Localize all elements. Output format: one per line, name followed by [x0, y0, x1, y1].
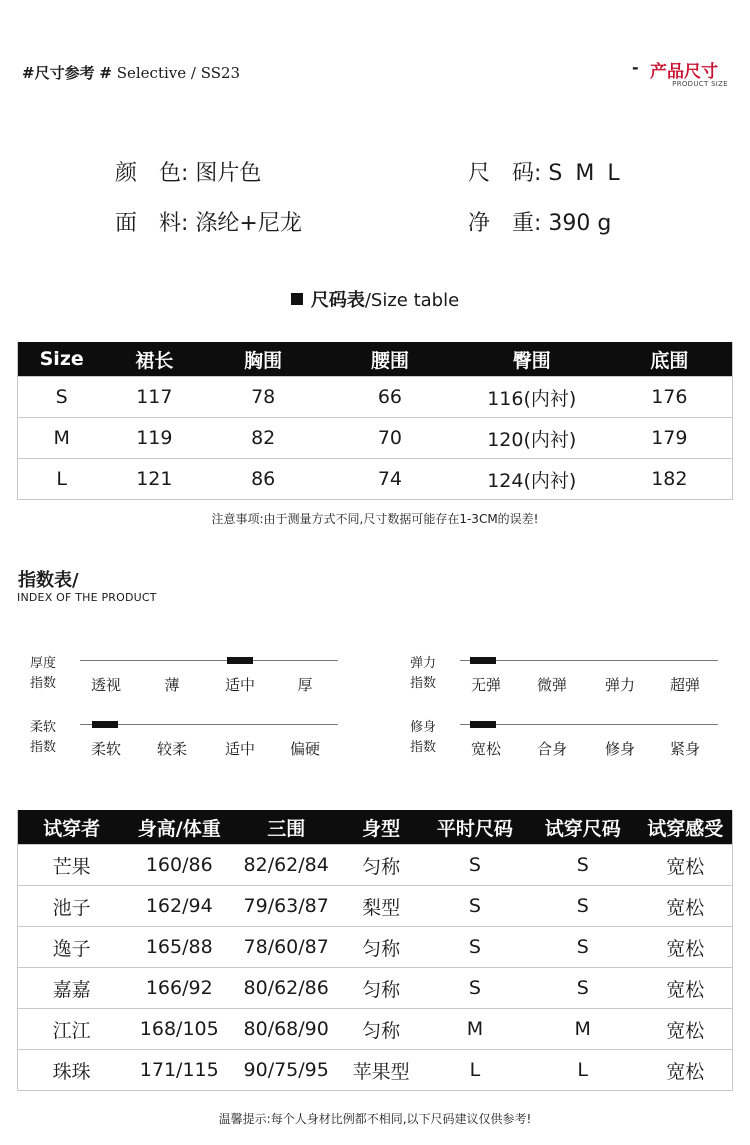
- table-cell: 116(内衬): [457, 377, 607, 418]
- table-cell: 嘉嘉: [18, 968, 126, 1009]
- table-cell: 逸子: [18, 927, 126, 968]
- header-cell: 身高/体重: [125, 810, 233, 845]
- header-cell: 三围: [233, 810, 339, 845]
- gauge-track: [460, 724, 718, 725]
- spec-fabric-label: 面 料:: [115, 211, 189, 236]
- table-cell: 82: [203, 418, 323, 459]
- gauge-thickness: [30, 654, 56, 694]
- gauge-label-line1: 厚度: [30, 656, 57, 671]
- spec-weight-label: 净 重:: [468, 211, 542, 236]
- table-row: [18, 459, 733, 500]
- gauge-option: 适中: [224, 676, 255, 694]
- header-cell: 平时尺码: [423, 810, 527, 845]
- size-reference-label: 尺寸参考: [34, 64, 95, 82]
- gauge-option: 合身: [536, 740, 567, 758]
- table-cell: 179: [607, 418, 733, 459]
- table-cell: 66: [323, 377, 457, 418]
- table-cell: 120(内衬): [457, 418, 607, 459]
- size-table-note: 注意事项:由于测量方式不同,尺寸数据可能存在1-3CM的误差!: [211, 512, 539, 526]
- table-cell: S: [527, 927, 639, 968]
- table-cell: 79/63/87: [233, 886, 339, 927]
- product-size-dash: -: [632, 58, 639, 77]
- gauge-fit: [410, 718, 436, 758]
- table-cell: L: [18, 459, 106, 500]
- gauge-option: 较柔: [156, 740, 187, 758]
- header-cell: 腰围: [323, 342, 457, 377]
- hash-mark: #: [99, 64, 112, 82]
- table-cell: 宽松: [639, 845, 733, 886]
- gauge-track: [460, 660, 718, 661]
- table-cell: 80/62/86: [233, 968, 339, 1009]
- table-cell: S: [423, 927, 527, 968]
- gauge-option: 薄: [164, 676, 180, 694]
- size-table-header-row: [18, 342, 733, 377]
- gauge-option: 弹力: [604, 676, 635, 694]
- table-cell: S: [423, 845, 527, 886]
- table-cell: 168/105: [125, 1009, 233, 1050]
- index-subtitle: INDEX OF THE PRODUCT: [17, 591, 157, 604]
- gauge-softness: [30, 718, 56, 758]
- gauge-option: 厚: [297, 676, 313, 694]
- header-cell: 试穿尺码: [527, 810, 639, 845]
- gauge-option: 修身: [604, 740, 635, 758]
- spec-weight-value: 390 g: [548, 211, 612, 236]
- table-cell: 82/62/84: [233, 845, 339, 886]
- spec-fabric-value: 涤纶+尼龙: [195, 211, 302, 236]
- table-row: [18, 845, 733, 886]
- table-row: [18, 418, 733, 459]
- table-cell: 124(内衬): [457, 459, 607, 500]
- hash-mark: #: [22, 64, 35, 82]
- gauge-option: 无弹: [470, 676, 501, 694]
- gauge-option: 适中: [224, 740, 255, 758]
- table-cell: 117: [105, 377, 203, 418]
- try-on-header-row: [18, 810, 733, 845]
- gauge-option: 宽松: [470, 740, 501, 758]
- table-cell: 匀称: [339, 845, 423, 886]
- gauge-option: 透视: [90, 676, 121, 694]
- table-cell: 苹果型: [339, 1050, 423, 1091]
- try-on-table: [17, 810, 733, 1091]
- spec-size: [468, 156, 623, 187]
- collection-label: Selective / SS23: [116, 64, 241, 82]
- gauge-option: 偏硬: [289, 740, 320, 758]
- square-bullet-icon: [291, 293, 303, 305]
- gauge-label: [30, 718, 56, 758]
- table-cell: L: [527, 1050, 639, 1091]
- table-cell: 182: [607, 459, 733, 500]
- gauge-label: [410, 718, 436, 758]
- table-row: [18, 1009, 733, 1050]
- try-on-note: 温馨提示:每个人身材比例都不相同,以下尺码建议仅供参考!: [218, 1112, 532, 1126]
- table-row: [18, 927, 733, 968]
- header-cell: 裙长: [105, 342, 203, 377]
- index-title: 指数表/: [18, 570, 79, 591]
- gauge-label-line1: 弹力: [410, 656, 437, 671]
- size-table-title: [0, 286, 750, 312]
- gauge-label-line2: 指数: [410, 740, 437, 755]
- table-cell: 宽松: [639, 968, 733, 1009]
- gauge-option: 柔软: [90, 740, 121, 758]
- gauge-option: 微弹: [536, 676, 567, 694]
- spec-size-label: 尺 码:: [468, 161, 542, 186]
- table-cell: S: [423, 886, 527, 927]
- spec-fabric: [115, 206, 302, 237]
- table-cell: 160/86: [125, 845, 233, 886]
- table-row: [18, 377, 733, 418]
- header-cell: 试穿者: [18, 810, 126, 845]
- table-cell: 119: [105, 418, 203, 459]
- header-cell: 试穿感受: [639, 810, 733, 845]
- table-cell: M: [18, 418, 106, 459]
- breadcrumb: [22, 62, 240, 83]
- table-cell: 宽松: [639, 1050, 733, 1091]
- header-cell: 身型: [339, 810, 423, 845]
- gauge-track: [80, 660, 338, 661]
- table-cell: 121: [105, 459, 203, 500]
- product-size-subtitle: PRODUCT SIZE: [672, 80, 728, 88]
- product-size-title: 产品尺寸: [650, 62, 718, 82]
- table-cell: S: [527, 886, 639, 927]
- table-cell: 珠珠: [18, 1050, 126, 1091]
- table-cell: 80/68/90: [233, 1009, 339, 1050]
- table-cell: 宽松: [639, 1009, 733, 1050]
- spec-weight: [468, 206, 611, 237]
- table-cell: 宽松: [639, 886, 733, 927]
- table-cell: 176: [607, 377, 733, 418]
- gauge-label-line2: 指数: [410, 676, 437, 691]
- table-row: [18, 968, 733, 1009]
- table-cell: S: [527, 968, 639, 1009]
- gauge-option: 紧身: [669, 740, 700, 758]
- table-cell: M: [527, 1009, 639, 1050]
- table-cell: 池子: [18, 886, 126, 927]
- gauge-indicator: [470, 721, 496, 728]
- gauge-label: [410, 654, 436, 694]
- table-cell: 匀称: [339, 968, 423, 1009]
- header-cell: 臀围: [457, 342, 607, 377]
- table-cell: L: [423, 1050, 527, 1091]
- spec-color-label: 颜 色:: [115, 161, 189, 186]
- gauge-indicator: [470, 657, 496, 664]
- spec-size-value: S M L: [548, 161, 623, 186]
- table-cell: 江江: [18, 1009, 126, 1050]
- gauge-option: 超弹: [669, 676, 700, 694]
- table-cell: S: [527, 845, 639, 886]
- table-cell: 86: [203, 459, 323, 500]
- table-cell: 171/115: [125, 1050, 233, 1091]
- table-cell: 梨型: [339, 886, 423, 927]
- table-cell: 162/94: [125, 886, 233, 927]
- gauge-label-line1: 修身: [410, 720, 437, 735]
- table-cell: 78: [203, 377, 323, 418]
- table-row: [18, 886, 733, 927]
- spec-color: [115, 156, 261, 187]
- gauge-indicator: [227, 657, 253, 664]
- gauge-label: [30, 654, 56, 694]
- table-cell: 165/88: [125, 927, 233, 968]
- table-cell: 90/75/95: [233, 1050, 339, 1091]
- table-cell: 匀称: [339, 1009, 423, 1050]
- table-cell: S: [18, 377, 106, 418]
- table-cell: S: [423, 968, 527, 1009]
- table-cell: 74: [323, 459, 457, 500]
- gauge-indicator: [92, 721, 118, 728]
- table-cell: 166/92: [125, 968, 233, 1009]
- spec-color-value: 图片色: [195, 161, 262, 186]
- size-table: [17, 342, 733, 500]
- gauge-track: [80, 724, 338, 725]
- gauge-label-line1: 柔软: [30, 720, 57, 735]
- table-cell: 70: [323, 418, 457, 459]
- table-cell: 匀称: [339, 927, 423, 968]
- header-cell: Size: [18, 342, 106, 377]
- size-table-title-en: /Size table: [364, 290, 460, 311]
- gauge-elasticity: [410, 654, 436, 694]
- table-cell: 宽松: [639, 927, 733, 968]
- table-cell: 78/60/87: [233, 927, 339, 968]
- gauge-label-line2: 指数: [30, 676, 57, 691]
- table-row: [18, 1050, 733, 1091]
- header-cell: 底围: [607, 342, 733, 377]
- header-cell: 胸围: [203, 342, 323, 377]
- table-cell: 芒果: [18, 845, 126, 886]
- table-cell: M: [423, 1009, 527, 1050]
- size-table-title-cn: 尺码表: [310, 290, 365, 311]
- gauge-label-line2: 指数: [30, 740, 57, 755]
